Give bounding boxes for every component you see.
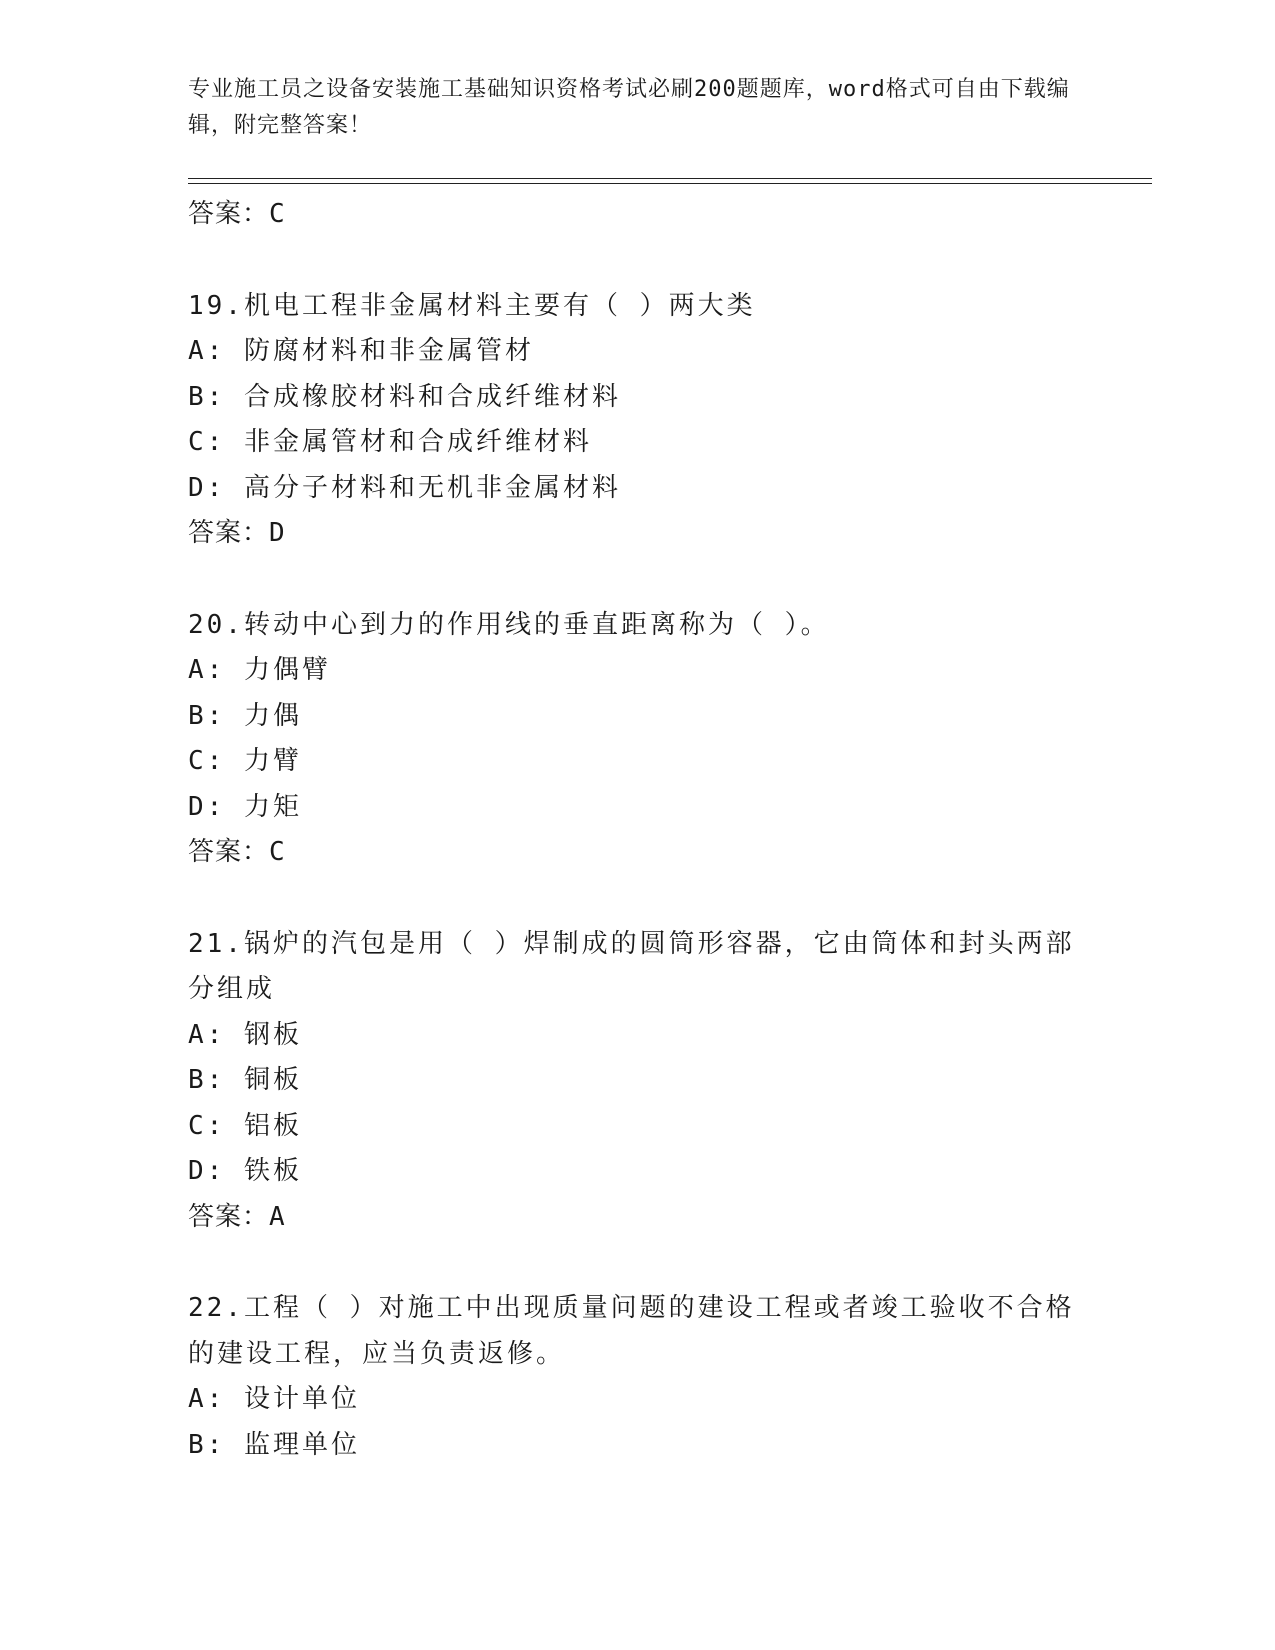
document-header: 专业施工员之设备安装施工基础知识资格考试必刷200题题库，word格式可自由下载编辑，附完整答案！ [188, 77, 1070, 138]
answer-line: 答案：C [188, 837, 286, 867]
spacer [188, 876, 1088, 922]
option-c: C: 力臂 [188, 746, 302, 776]
question-list [188, 192, 1088, 1468]
option-b: B: 合成橡胶材料和合成纤维材料 [188, 381, 621, 412]
question-stem-line-2: 的建设工程，应当负责返修。 [188, 1338, 566, 1369]
question-22 [188, 1286, 1088, 1468]
option-d: D: 力矩 [188, 791, 302, 822]
header-divider-bottom [188, 183, 1152, 184]
question-19 [188, 284, 1088, 557]
spacer [188, 238, 1088, 284]
answer-line: 答案：A [188, 1201, 286, 1232]
option-c: C: 铝板 [188, 1110, 302, 1141]
answer-line: 答案：D [188, 518, 286, 548]
option-b: B: 监理单位 [188, 1429, 360, 1460]
header-divider-top [188, 178, 1152, 179]
option-a: A: 钢板 [188, 1019, 302, 1050]
question-stem-line-2: 分组成 [188, 974, 276, 1004]
question-20 [188, 603, 1088, 876]
option-b: B: 力偶 [188, 700, 302, 731]
spacer [188, 1240, 1088, 1286]
question-stem: 20.转动中心到力的作用线的垂直距离称为（ ）。 [188, 609, 830, 640]
option-a: A: 力偶臂 [188, 655, 331, 685]
option-d: D: 高分子材料和无机非金属材料 [188, 472, 621, 503]
answer-line: 答案：C [188, 199, 286, 229]
option-b: B: 铜板 [188, 1065, 302, 1095]
option-c: C: 非金属管材和合成纤维材料 [188, 427, 592, 457]
option-a: A: 设计单位 [188, 1384, 360, 1414]
spacer [188, 557, 1088, 603]
question-stem-line-1: 22.工程（ ）对施工中出现质量问题的建设工程或者竣工验收不合格 [188, 1293, 1075, 1323]
option-a: A: 防腐材料和非金属管材 [188, 336, 534, 366]
question-stem-line-1: 21.锅炉的汽包是用（ ）焊制成的圆筒形容器，它由筒体和封头两部 [188, 928, 1075, 959]
option-d: D: 铁板 [188, 1156, 302, 1186]
question-stem: 19.机电工程非金属材料主要有（ ）两大类 [188, 290, 756, 321]
question-21 [188, 922, 1088, 1241]
